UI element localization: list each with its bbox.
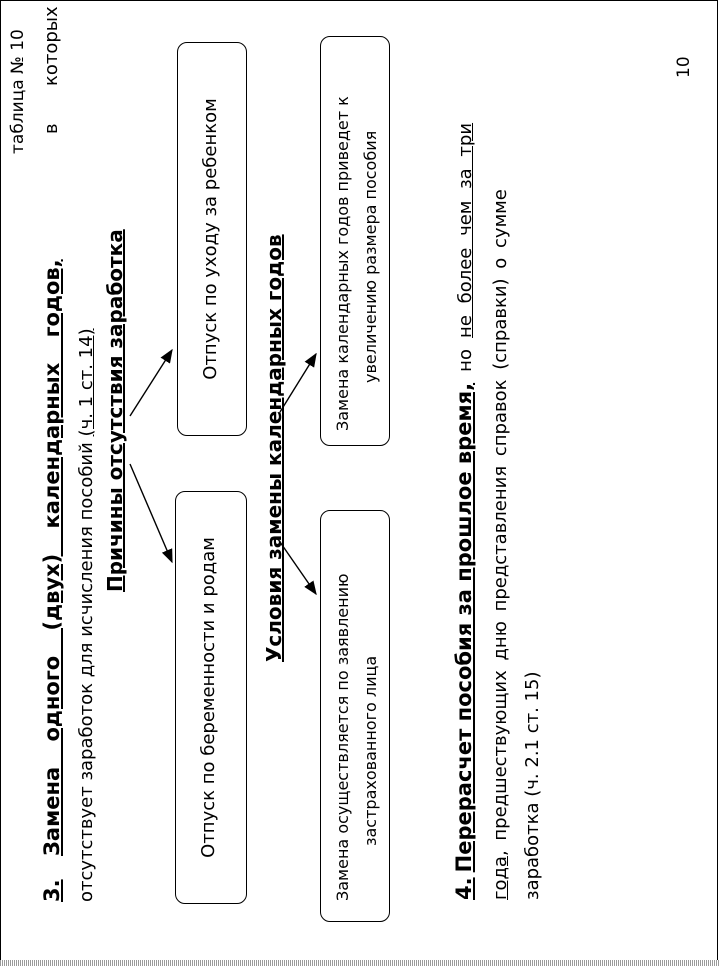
- section4-word-no: но: [455, 349, 476, 372]
- arrow-to-application: [280, 542, 316, 594]
- reason-childcare-text: Отпуск по уходу за ребенком: [200, 98, 221, 380]
- section3-number: 3.: [40, 879, 64, 902]
- section3-ref: (ч. 1 ст. 14): [76, 328, 97, 437]
- section4-title: Перерасчет пособия за прошлое время,: [452, 382, 476, 873]
- condition-increase-line2: увеличению размера пособия: [361, 130, 380, 383]
- table-label: таблица № 10: [8, 29, 28, 154]
- section4-line3: заработка (ч. 2.1 ст. 15): [522, 671, 543, 900]
- conditions-heading: Условия замены календарных годов: [262, 234, 286, 662]
- reasons-heading: Причины отсутствия заработка: [103, 229, 127, 592]
- arrow-to-increase: [280, 354, 316, 412]
- section3-word-kotoryh: которых: [41, 6, 62, 86]
- section3-title: Замена одного (двух) календарных годов,: [40, 259, 64, 856]
- section3-word-v: в: [41, 123, 62, 134]
- arrow-to-maternity: [130, 464, 172, 562]
- condition-application-line2: застрахованного лица: [361, 655, 380, 846]
- section4-title-line: [452, 0, 476, 900]
- arrow-to-childcare: [130, 350, 172, 416]
- section4-number: 4.: [452, 877, 476, 900]
- section4-years: года: [490, 856, 511, 900]
- section3-line2-text: отсутствует заработок для исчисления пособий: [76, 442, 97, 902]
- section4-limit: не более чем за три: [455, 122, 476, 338]
- section4-line2: [490, 189, 511, 900]
- reason-maternity-text: Отпуск по беременности и родам: [198, 537, 219, 858]
- section4-line2-text: , предшествующих дню представления справок (справки) о сумме: [490, 189, 511, 857]
- page-number: 10: [674, 56, 694, 78]
- condition-increase-line1: Замена календарных годов приведет к: [333, 96, 352, 431]
- condition-application-line1: Замена осуществляется по заявлению: [333, 573, 352, 901]
